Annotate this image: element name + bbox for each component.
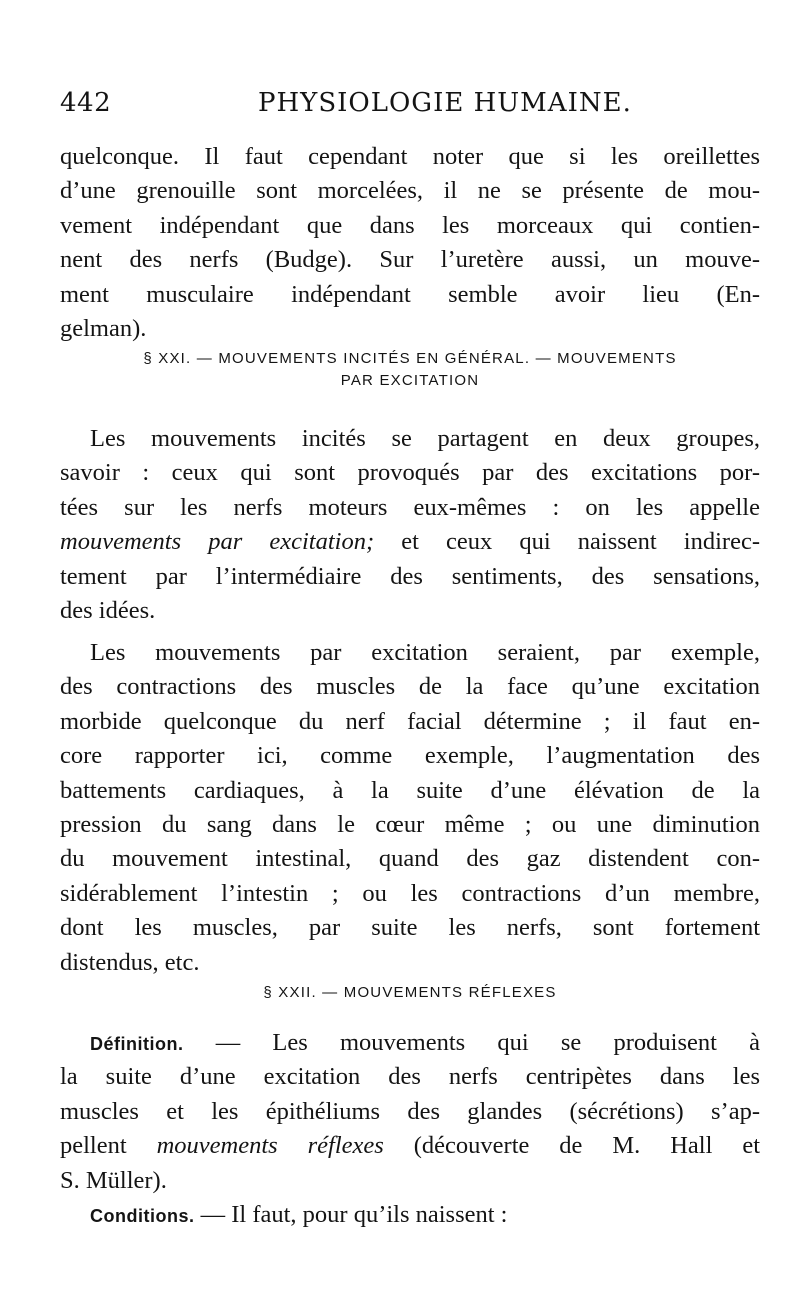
text-line: mouvements par excitation; et ceux qui naissent indirec- — [60, 528, 760, 556]
text-line: des idées. — [60, 596, 156, 624]
page-number: 442 — [60, 88, 112, 118]
text-line: d’une grenouille sont morcelées, il ne se présente de mou- — [60, 177, 760, 205]
text-line: des contractions des muscles de la face qu’une excitation — [60, 673, 760, 701]
text-line: vement indépendant que dans les morceaux qui contien- — [60, 211, 760, 239]
conditions-lead: Conditions. — [90, 1206, 195, 1226]
text-line: dont les muscles, par suite les nerfs, sont fortement — [60, 914, 760, 942]
text-line: distendus, etc. — [60, 948, 200, 976]
paragraph-mouvements-excitation — [60, 636, 760, 980]
paragraph-conditions — [60, 1198, 760, 1232]
text-line: battements cardiaques, à la suite d’une élévation de la — [60, 776, 760, 804]
text-line: Les mouvements par excitation seraient, par exemple, — [90, 639, 760, 666]
section-heading-line: § XXII. — MOUVEMENTS RÉFLEXES — [263, 984, 557, 1001]
section-heading-line: § XXI. — MOUVEMENTS INCITÉS EN GÉNÉRAL. — MOUVEMENTS — [143, 350, 677, 367]
text-line: ment musculaire indépendant semble avoir lieu (En- — [60, 280, 760, 308]
text-line: pression du sang dans le cœur même ; ou une diminution — [60, 810, 760, 838]
paragraph-definition — [60, 1026, 760, 1198]
text-line: morbide quelconque du nerf facial détermine ; il faut en- — [60, 707, 760, 735]
text-line: du mouvement intestinal, quand des gaz distendent con- — [60, 845, 760, 873]
paragraph-continuation — [60, 140, 760, 346]
text-line: savoir : ceux qui sont provoqués par des excitations por- — [60, 459, 760, 487]
text-line: muscles et les épithéliums des glandes (sécrétions) s’ap- — [60, 1097, 760, 1125]
text-line: tées sur les nerfs moteurs eux-mêmes : on les appelle — [60, 493, 760, 521]
running-title: PHYSIOLOGIE HUMAINE. — [258, 88, 632, 118]
text-line: Définition. — Les mouvements qui se produisent à — [90, 1029, 760, 1056]
text-line: Les mouvements incités se partagent en deux groupes, — [90, 425, 760, 452]
text-line: S. Müller). — [60, 1166, 167, 1194]
section-heading-22 — [60, 982, 760, 1004]
text-line: quelconque. Il faut cependant noter que si les oreillettes — [60, 143, 760, 170]
text-line: sidérablement l’intestin ; ou les contractions d’un membre, — [60, 879, 760, 907]
page-header — [60, 88, 700, 128]
section-heading-line: PAR EXCITATION — [340, 372, 480, 389]
text-line: pellent mouvements réflexes (découverte de M. Hall et — [60, 1132, 760, 1160]
definition-lead: Définition. — [90, 1034, 184, 1054]
paragraph-mouvements-incites — [60, 422, 760, 628]
text-line: nent des nerfs (Budge). Sur l’uretère aussi, un mouve- — [60, 246, 760, 274]
text-line: la suite d’une excitation des nerfs centripètes dans les — [60, 1063, 760, 1091]
text-line: tement par l’intermédiaire des sentiments, des sensations, — [60, 562, 760, 590]
italic-term: mouvements réflexes — [156, 1132, 384, 1160]
text-line: core rapporter ici, comme exemple, l’augmentation des — [60, 742, 760, 770]
text-line: gelman). — [60, 314, 147, 342]
text-line: Conditions. — Il faut, pour qu’ils naissent : — [90, 1201, 508, 1228]
section-heading-21 — [60, 348, 760, 392]
italic-term: mouvements par excitation; — [60, 528, 375, 556]
